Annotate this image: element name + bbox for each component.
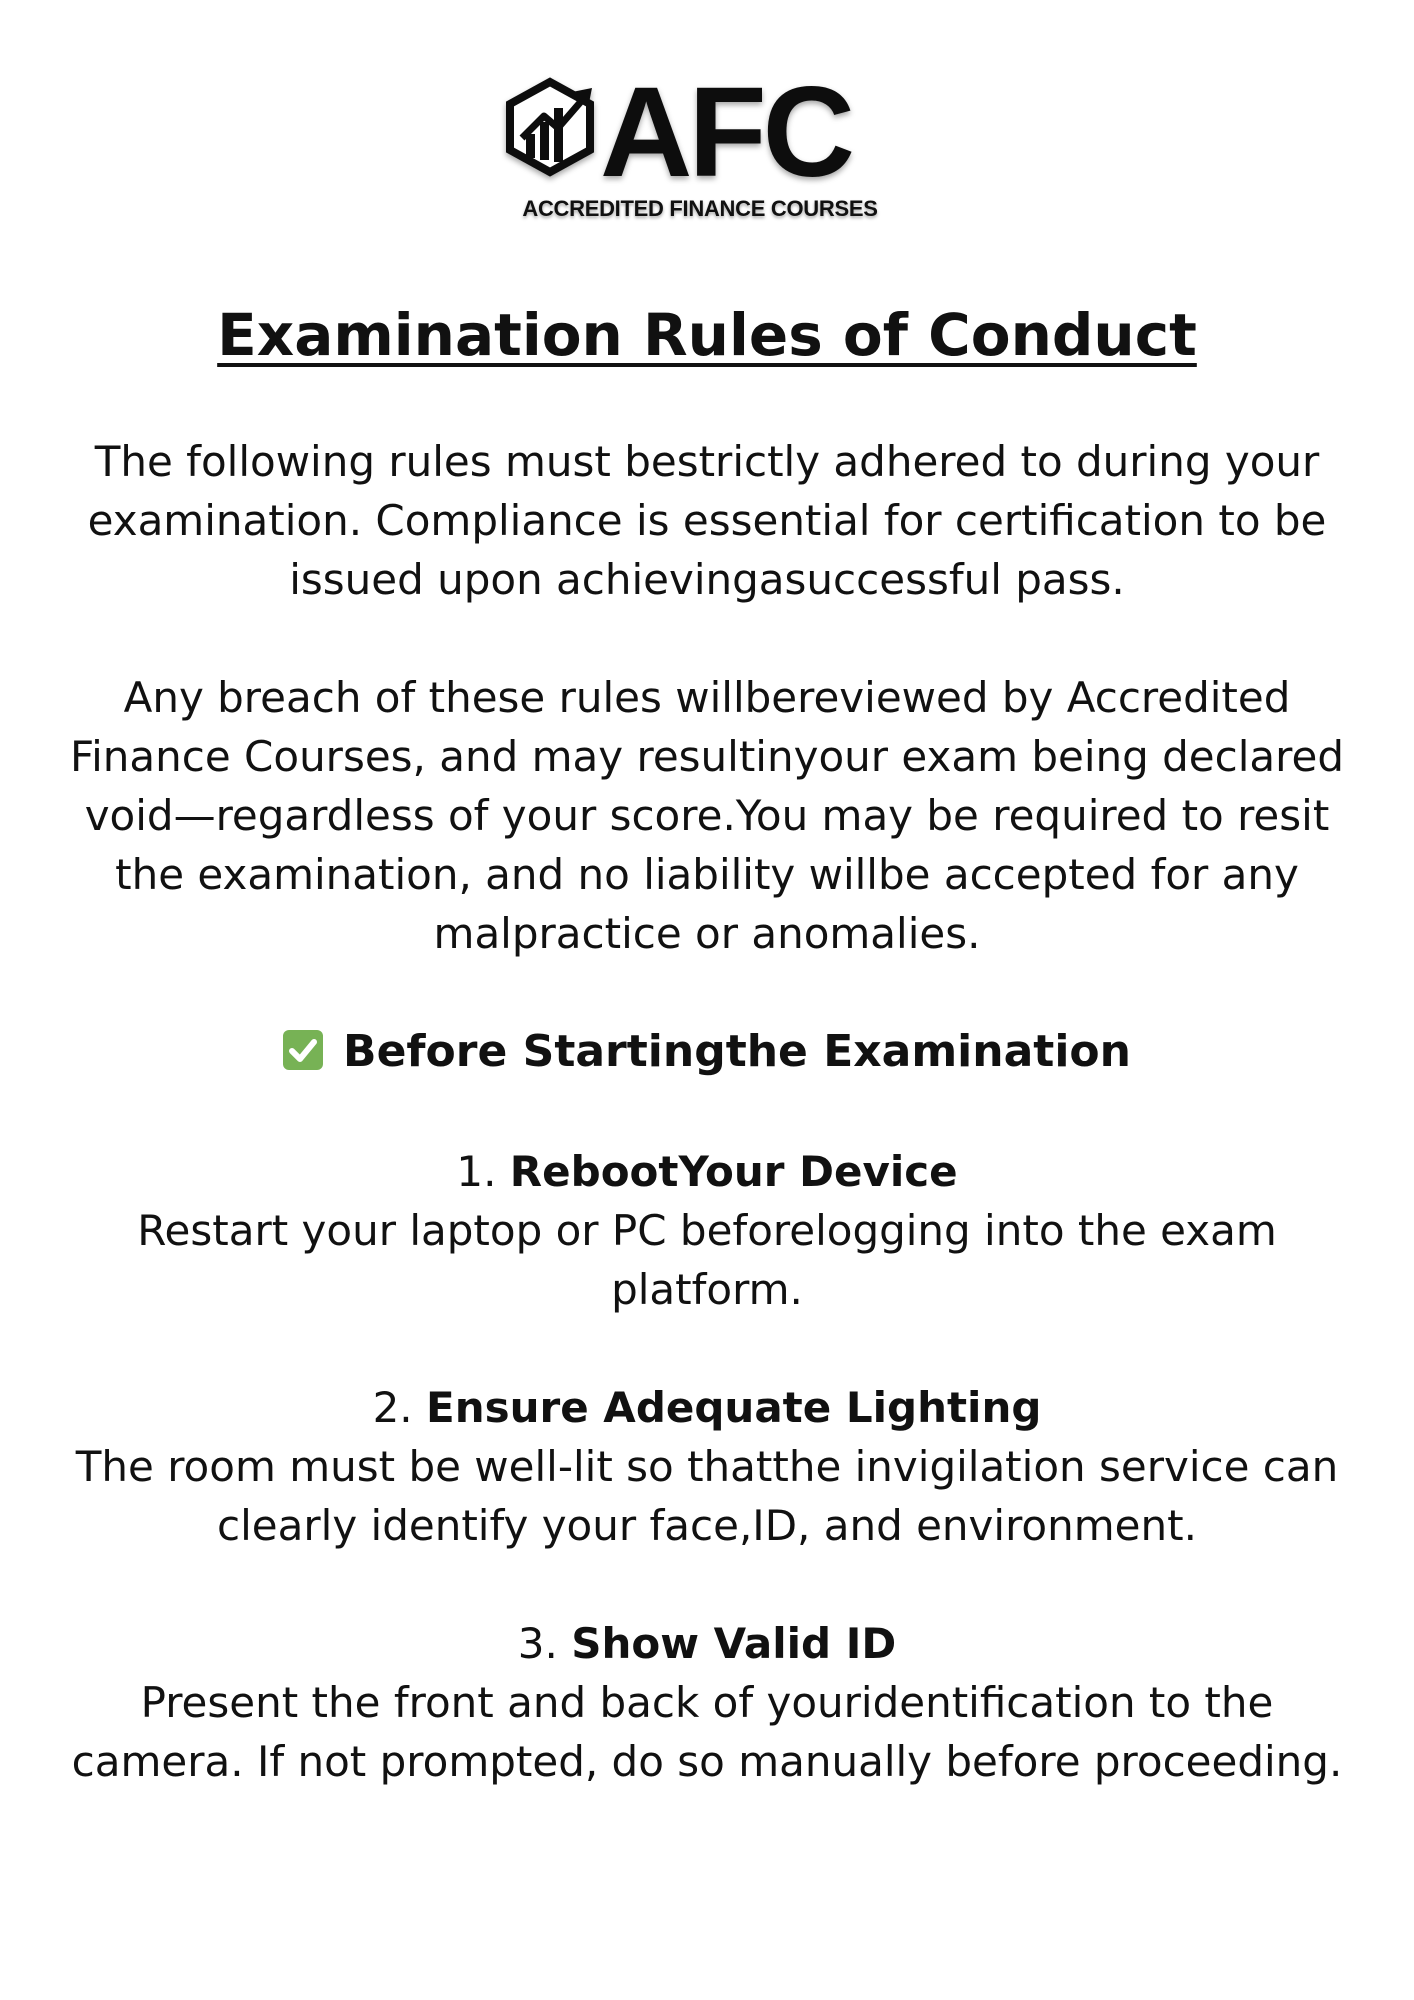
breach-paragraph: Any breach of these rules willbereviewed by Accredited Finance Courses, and may resultinyour exam being declared void—regardless of your score.You may be required to resit the examination, and no liability willbe accepted for any malpractice or anomalies. [70, 673, 1344, 958]
intro-paragraph: The following rules must bestrictly adhered to during your examination. Compliance is essential for certification to be issued upon achievingasuccessful pass. [87, 437, 1327, 604]
rule-title: RebootYour Device [509, 1147, 958, 1196]
rule-body: Restart your laptop or PC beforelogging into the exam platform. [137, 1206, 1277, 1314]
rule-number: 1. [456, 1147, 497, 1196]
rule-body: The room must be well-lit so thatthe invigilation service can clearly identify your face,ID, and environment. [75, 1442, 1339, 1550]
rule-item-head [60, 1142, 1354, 1201]
rule-item [60, 1378, 1354, 1555]
afc-logo [500, 68, 920, 238]
page-title: Examination Rules of Conduct [217, 301, 1197, 369]
chart-hexagon-icon [500, 68, 920, 198]
section-heading-text: Before Startingthe Examination [343, 1026, 1131, 1077]
check-mark-icon [283, 1030, 323, 1070]
logo-brand-text: AFC [600, 68, 852, 198]
logo-tagline: ACCREDITED FINANCE COURSES [522, 196, 878, 221]
rule-item-head [60, 1378, 1354, 1437]
rule-title: Ensure Adequate Lighting [426, 1383, 1042, 1432]
rule-number: 2. [372, 1383, 413, 1432]
rule-number: 3. [517, 1619, 558, 1668]
rule-item [60, 1142, 1354, 1319]
rule-item-head [60, 1614, 1354, 1673]
rule-title: Show Valid ID [571, 1619, 897, 1668]
rule-body: Present the front and back of youridentification to the camera. If not prompted, do so manually before proceeding. [71, 1678, 1343, 1786]
rule-item [60, 1614, 1354, 1791]
section-heading [0, 1022, 1414, 1082]
